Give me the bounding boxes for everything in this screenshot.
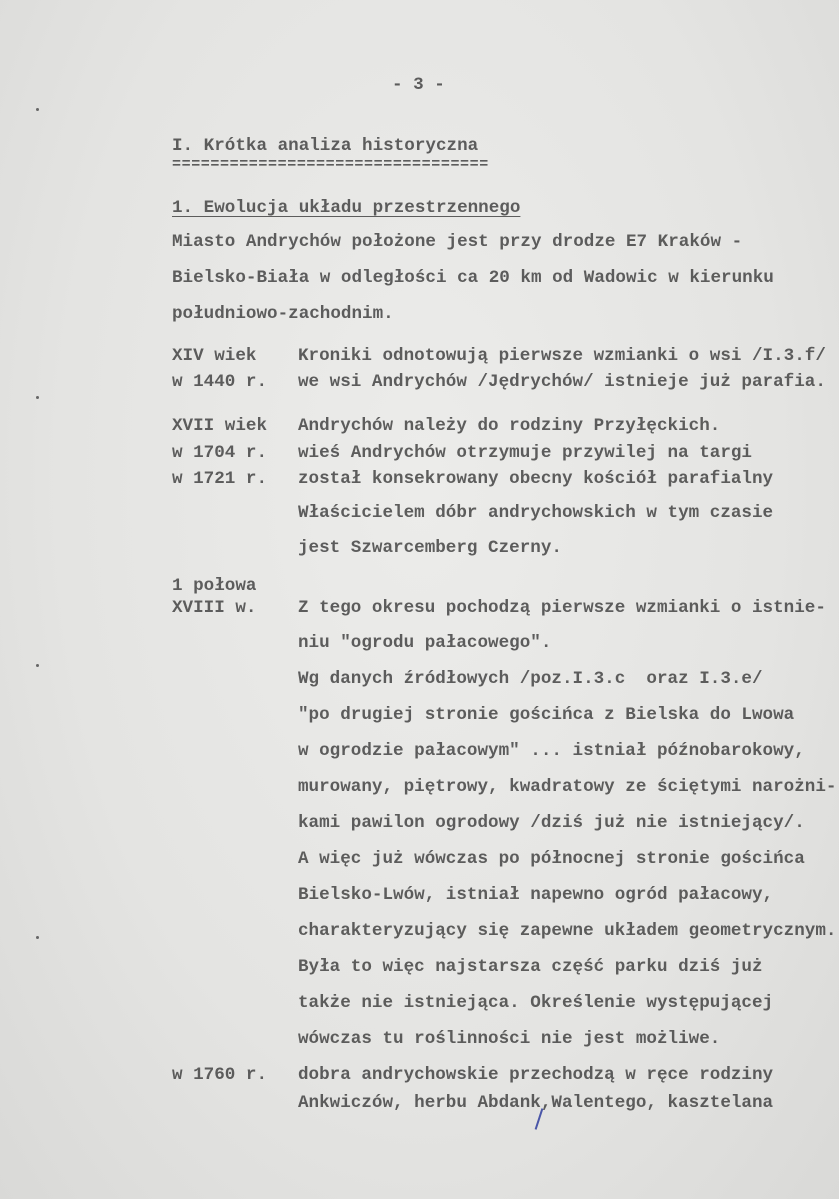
entry-text: także nie istniejąca. Określenie występującej xyxy=(298,993,774,1013)
entry-text: murowany, piętrowy, kwadratowy ze ściętymi narożni- xyxy=(298,777,837,797)
entry-text: Bielsko-Lwów, istniał napewno ogród pałacowy, xyxy=(298,885,774,905)
entry-text: charakteryzujący się zapewne układem geometrycznym. xyxy=(298,921,837,941)
entry-text: Andrychów należy do rodziny Przyłęckich. xyxy=(298,416,721,436)
subsection-heading: 1. Ewolucja układu przestrzennego xyxy=(172,198,521,218)
entry-text: został konsekrowany obecny kościół parafialny xyxy=(298,469,774,489)
entry-text: dobra andrychowskie przechodzą w ręce rodziny xyxy=(298,1065,774,1085)
entry-label: XIV wiek xyxy=(172,346,257,366)
entry-text: wówczas tu roślinności nie jest możliwe. xyxy=(298,1029,721,1049)
entry-label: 1 połowa xyxy=(172,576,257,596)
entry-label: XVIII w. xyxy=(172,598,257,618)
entry-label: XVII wiek xyxy=(172,416,268,436)
entry-text: we wsi Andrychów /Jędrychów/ istnieje już parafia. xyxy=(298,372,826,392)
entry-text: Była to więc najstarsza część parku dziś już xyxy=(298,957,763,977)
intro-line: południowo-zachodnim. xyxy=(172,304,394,324)
entry-text: Ankwiczów, herbu Abdank,Walentego, kasztelana xyxy=(298,1093,774,1113)
entry-text: A więc już wówczas po północnej stronie gościńca xyxy=(298,849,805,869)
entry-text: Kroniki odnotowują pierwsze wzmianki o wsi /I.3.f/ xyxy=(298,346,826,366)
binding-hole-mark xyxy=(36,664,39,667)
entry-label: w 1721 r. xyxy=(172,469,268,489)
entry-text: Z tego okresu pochodzą pierwsze wzmianki o istnie- xyxy=(298,598,826,618)
section-heading: I. Krótka analiza historyczna xyxy=(172,136,479,156)
binding-hole-mark xyxy=(36,108,39,111)
entry-text: "po drugiej stronie gościńca z Bielska do Lwowa xyxy=(298,705,795,725)
entry-text: niu "ogrodu pałacowego". xyxy=(298,633,552,653)
intro-line: Bielsko-Biała w odległości ca 20 km od Wadowic w kierunku xyxy=(172,268,774,288)
intro-line: Miasto Andrychów położone jest przy drodze E7 Kraków - xyxy=(172,232,743,252)
heading-rule: ================================= xyxy=(172,156,489,173)
entry-label: w 1704 r. xyxy=(172,443,268,463)
entry-text: Wg danych źródłowych /poz.I.3.c oraz I.3.e/ xyxy=(298,669,763,689)
binding-hole-mark xyxy=(36,396,39,399)
entry-text: w ogrodzie pałacowym" ... istniał późnobarokowy, xyxy=(298,741,805,761)
entry-label: w 1440 r. xyxy=(172,372,268,392)
page-number: - 3 - xyxy=(392,75,445,95)
entry-label: w 1760 r. xyxy=(172,1065,268,1085)
entry-text: kami pawilon ogrodowy /dziś już nie istniejący/. xyxy=(298,813,805,833)
entry-text: jest Szwarcemberg Czerny. xyxy=(298,538,562,558)
entry-text: wieś Andrychów otrzymuje przywilej na targi xyxy=(298,443,752,463)
entry-text: Właścicielem dóbr andrychowskich w tym czasie xyxy=(298,503,774,523)
binding-hole-mark xyxy=(36,936,39,939)
